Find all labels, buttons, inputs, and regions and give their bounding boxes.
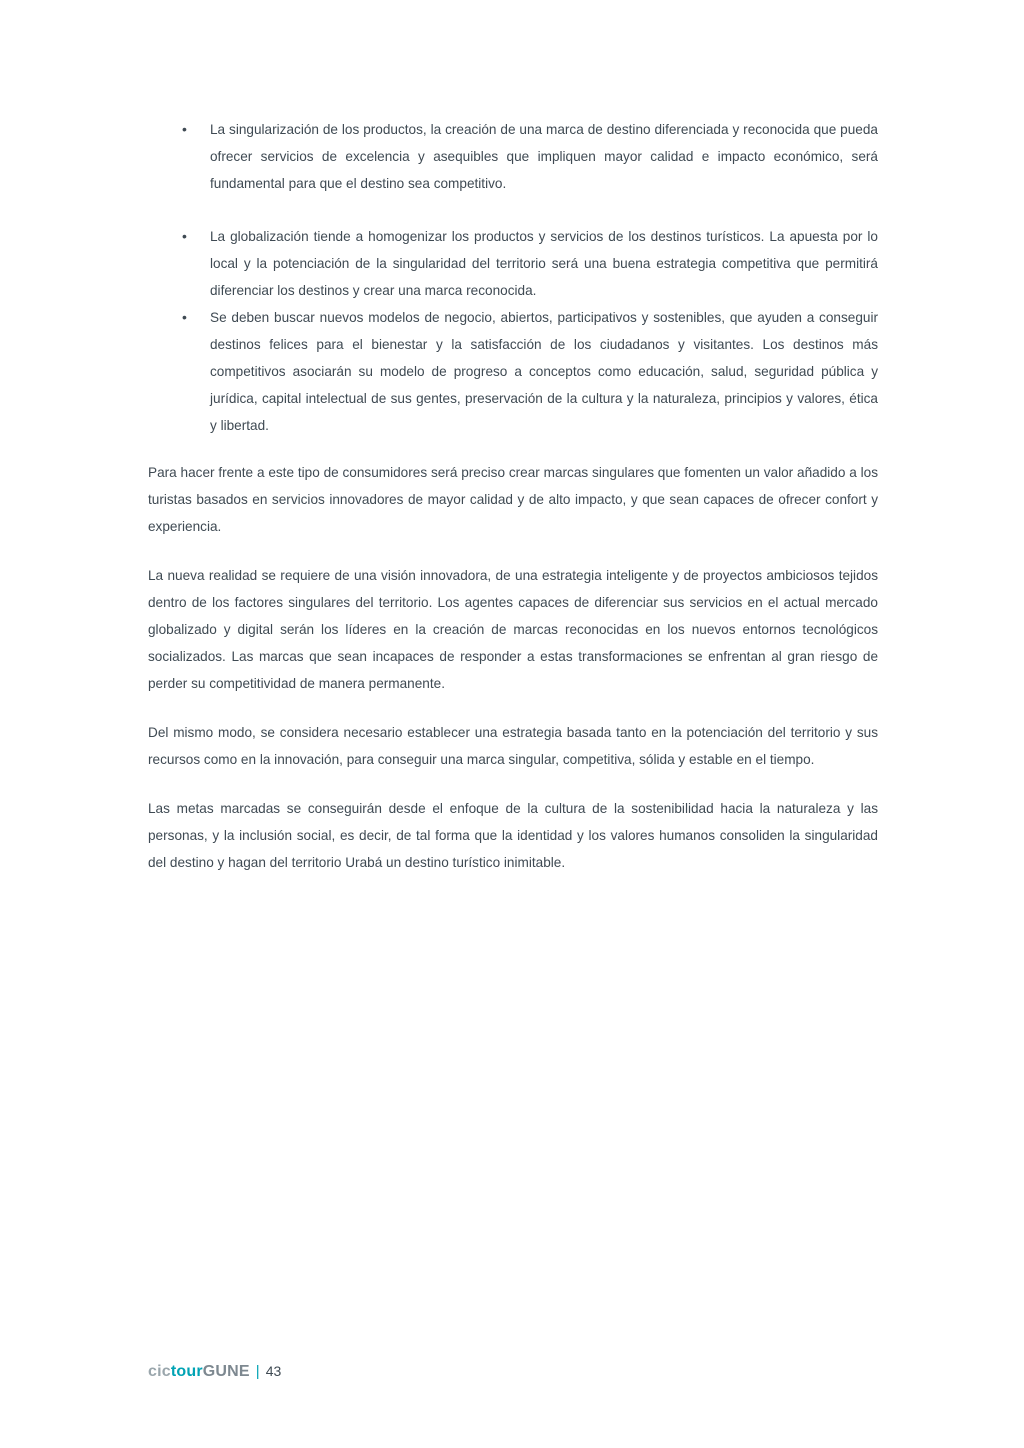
page-number: 43 [265,1363,282,1379]
paragraph: La nueva realidad se requiere de una visión innovadora, de una estrategia inteligente y de proyectos ambiciosos tejidos dentro de los factores singulares del territorio. Los agentes capaces de diferenciar sus servicios en el actual mercado globalizado y digital serán los líderes en la creación de marcas reconocidas en los nuevos entornos tecnológicos socializados. Las marcas que sean incapaces de responder a estas transformaciones se enfrentan al gran riesgo de perder su competitividad de manera permanente. [148,568,878,691]
cictourgune-logo [148,1363,250,1381]
bullet-text: Se deben buscar nuevos modelos de negocio, abiertos, participativos y sostenibles, que ayuden a conseguir destinos felices para el bienestar y la satisfacción de los ciudadanos y visitantes. Los destinos más competitivos asociarán su modelo de progreso a conceptos como educación, salud, seguridad pública y jurídica, capital intelectual de sus gentes, preservación de la cultura y la naturaleza, principios y valores, ética y libertad. [210,310,878,433]
bullet-icon: • [182,228,187,244]
bullet-icon: • [182,121,187,137]
paragraph: Para hacer frente a este tipo de consumidores será preciso crear marcas singulares que fomenten un valor añadido a los turistas basados en servicios innovadores de mayor calidad y de alto impacto, y que sean capaces de ofrecer confort y experiencia. [148,465,878,534]
page-content [148,116,878,898]
logo-part-gune: GUNE [202,1363,250,1380]
page-footer [148,1363,281,1381]
logo-part-cic: cic [148,1363,171,1380]
list-item [182,304,878,439]
bullet-icon: • [182,309,187,325]
logo-part-tour: tour [170,1363,203,1380]
list-item [182,223,878,304]
list-item [182,116,878,197]
bullet-text: La singularización de los productos, la creación de una marca de destino diferenciada y reconocida que pueda ofrecer servicios de excelencia y asequibles que impliquen mayor calidad e impacto económico, será fundamental para que el destino sea competitivo. [210,122,878,191]
footer-separator: | [255,1363,260,1380]
paragraph: Las metas marcadas se conseguirán desde el enfoque de la cultura de la sostenibilidad hacia la naturaleza y las personas, y la inclusión social, es decir, de tal forma que la identidad y los valores humanos consoliden la singularidad del destino y hagan del territorio Urabá un destino turístico inimitable. [148,801,878,870]
paragraph: Del mismo modo, se considera necesario establecer una estrategia basada tanto en la potenciación del territorio y sus recursos como en la innovación, para conseguir una marca singular, competitiva, sólida y estable en el tiempo. [148,725,878,767]
bullet-list [148,116,878,439]
bullet-text: La globalización tiende a homogenizar los productos y servicios de los destinos turísticos. La apuesta por lo local y la potenciación de la singularidad del territorio será una buena estrategia competitiva que permitirá diferenciar los destinos y crear una marca reconocida. [210,229,878,298]
